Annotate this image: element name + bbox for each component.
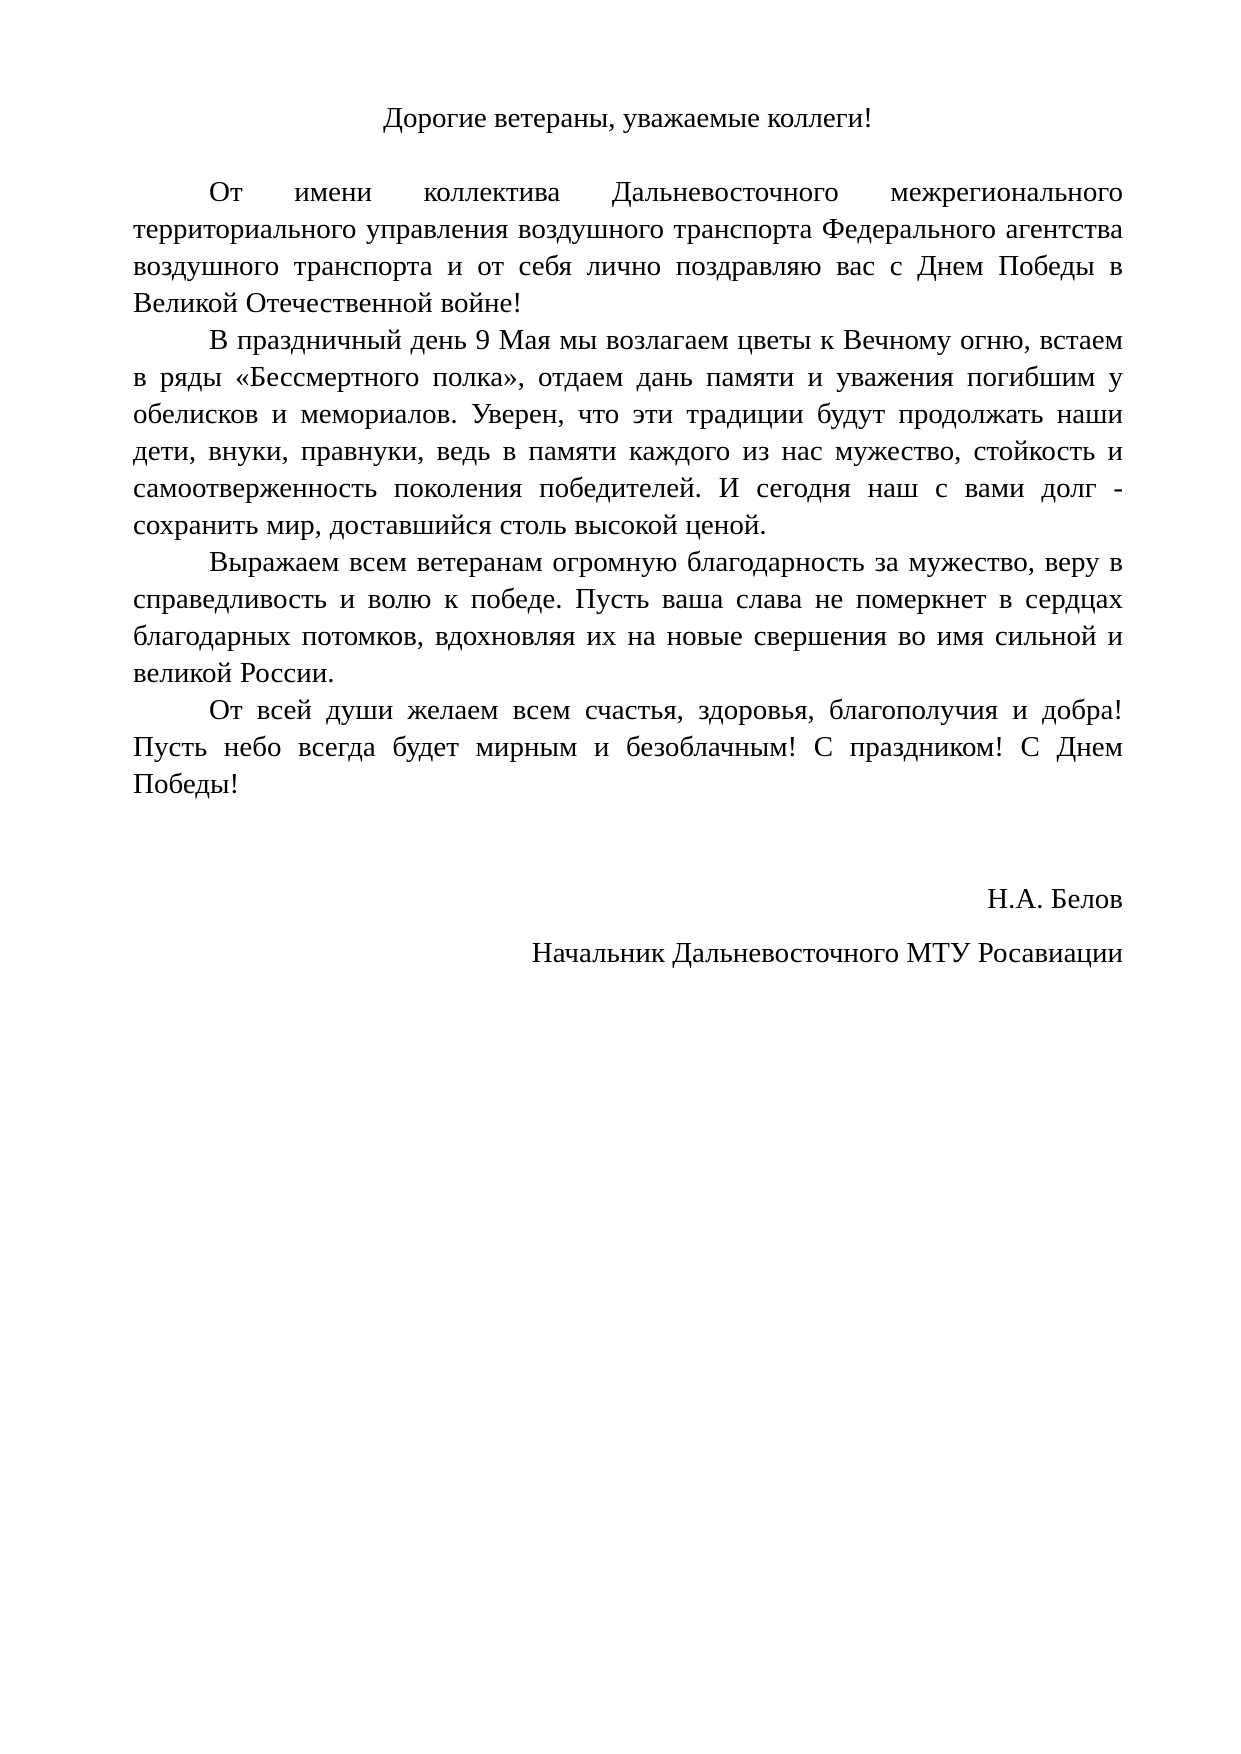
paragraph-traditions: В праздничный день 9 Мая мы возлагаем цветы к Вечному огню, встаем в ряды «Бессмертного полка», отдаем дань памяти и уважения погибшим у обелисков и мемориалов. Уверен, что эти традиции будут продолжать наши дети, внуки, правнуки, ведь в памяти каждого из нас мужество, стойкость и самоотверженность поколения победителей. И сегодня наш с вами долг - сохранить мир, доставшийся столь высокой ценой. xyxy=(133,324,1123,541)
signature-block xyxy=(133,881,1123,972)
paragraph-greeting-intro: От имени коллектива Дальневосточного межрегионального территориального управления воздушного транспорта Федерального агентства воздушного транспорта и от себя лично поздравляю вас с Днем Победы в Великой Отечественной войне! xyxy=(133,176,1123,319)
paragraph-gratitude: Выражаем всем ветеранам огромную благодарность за мужество, веру в справедливость и волю к победе. Пусть ваша слава не померкнет в сердцах благодарных потомков, вдохновляя их на новые свершения во имя сильной и великой России. xyxy=(133,546,1123,689)
letter-body xyxy=(133,174,1123,803)
letter-title: Дорогие ветераны, уважаемые коллеги! xyxy=(383,102,873,134)
signature-position: Начальник Дальневосточного МТУ Росавиации xyxy=(531,937,1123,969)
signature-name: Н.А. Белов xyxy=(987,883,1123,915)
paragraph-wishes: От всей души желаем всем счастья, здоровья, благополучия и добра! Пусть небо всегда будет мирным и безоблачным! С праздником! С Днем Победы! xyxy=(133,694,1123,800)
